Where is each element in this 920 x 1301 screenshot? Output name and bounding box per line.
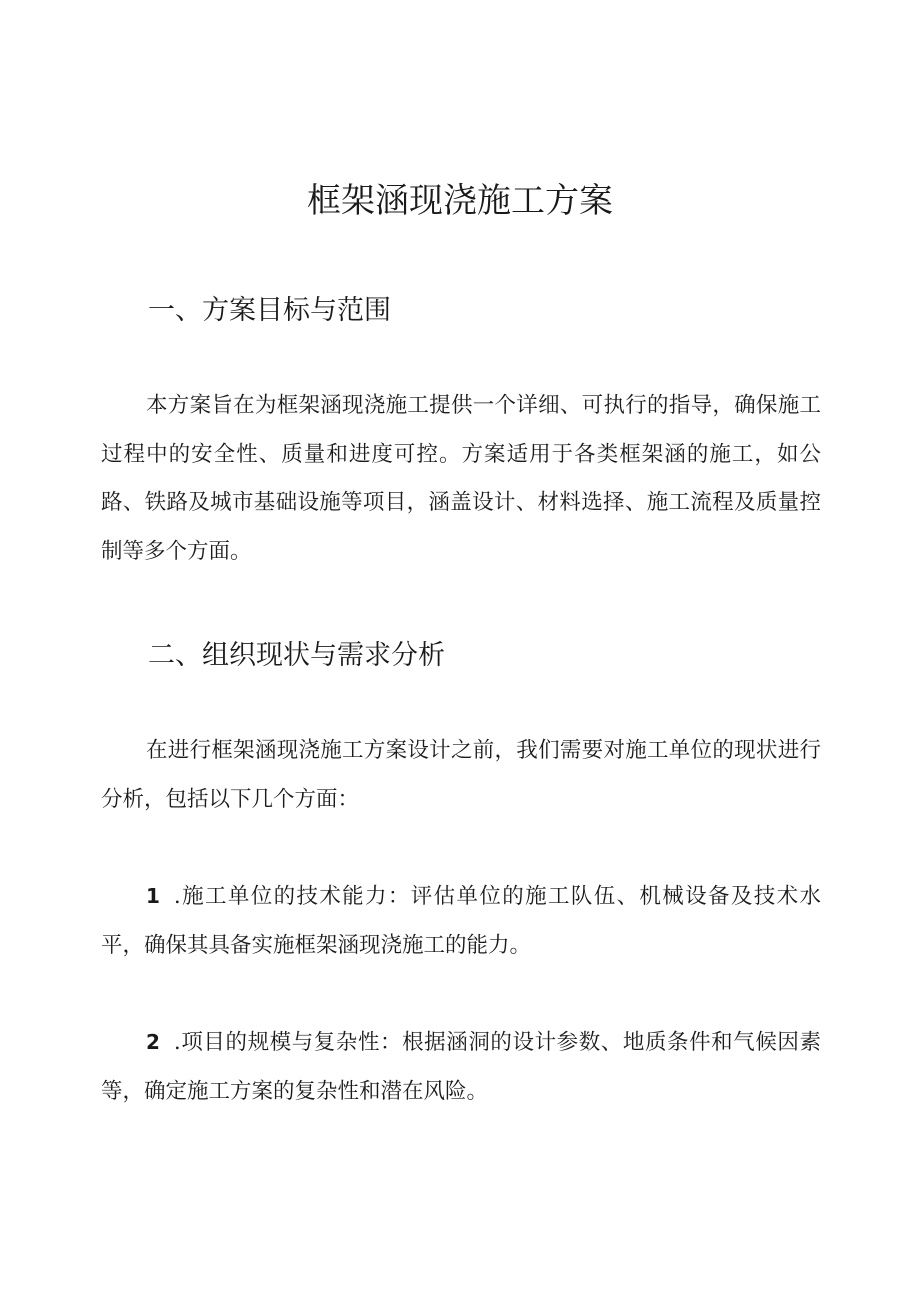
list-item-number: 2 (146, 1030, 160, 1054)
section-paragraph-analysis: 在进行框架涵现浇施工方案设计之前，我们需要对施工单位的现状进行分析，包括以下几个方面： (101, 738, 821, 812)
document-title: 框架涵现浇施工方案 (307, 181, 613, 221)
list-item (101, 872, 821, 970)
list-item-text: .项目的规模与复杂性：根据涵洞的设计参数、地质条件和气候因素等，确定施工方案的复杂性和潜在风险。 (101, 1030, 821, 1104)
section-heading-goals: 一、方案目标与范围 (148, 295, 391, 326)
list-item-text: .施工单位的技术能力：评估单位的施工队伍、机械设备及技术水平，确保其具备实施框架涵现浇施工的能力。 (101, 884, 821, 958)
section-heading-analysis: 二、组织现状与需求分析 (148, 640, 445, 671)
section-paragraph-goals: 本方案旨在为框架涵现浇施工提供一个详细、可执行的指导，确保施工过程中的安全性、质量和进度可控。方案适用于各类框架涵的施工，如公路、铁路及城市基础设施等项目，涵盖设计、材料选择、施工流程及质量控制等多个方面。 (101, 393, 821, 564)
list-item (101, 1018, 821, 1116)
list-item-number: 1 (146, 884, 160, 908)
